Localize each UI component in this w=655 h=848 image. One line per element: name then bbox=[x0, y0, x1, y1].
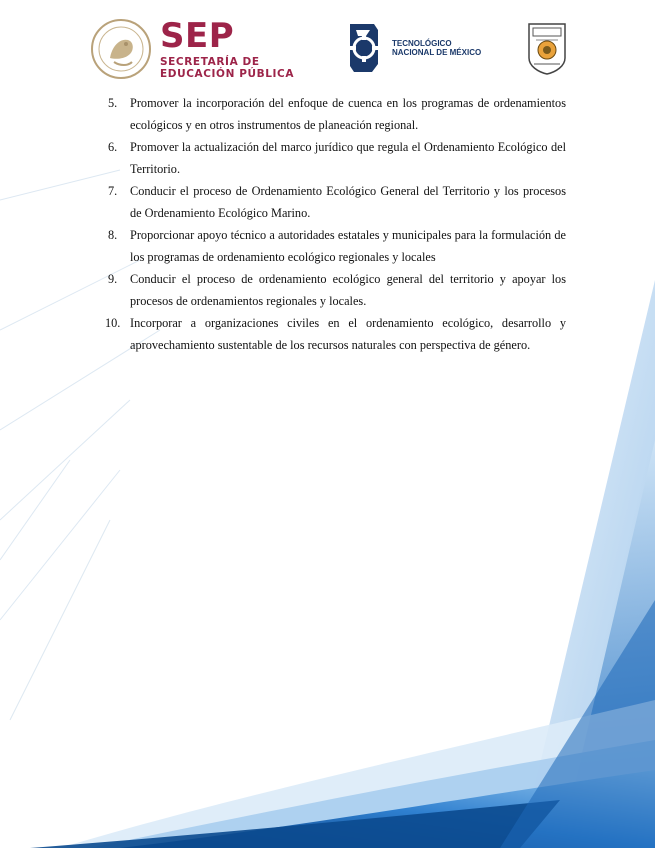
list-item bbox=[108, 92, 566, 136]
mexico-coat-of-arms-seal bbox=[90, 18, 152, 80]
list-item-text: Proporcionar apoyo técnico a autoridades estatales y municipales para la formulación de los programas de ordenamiento ecológico regionales y locales bbox=[130, 228, 566, 264]
tecnm-eagle-gear-icon bbox=[344, 20, 384, 74]
tecnm-name-line1: TECNOLÓGICO bbox=[392, 39, 452, 48]
list-item-text: Promover la actualización del marco jurídico que regula el Ordenamiento Ecológico del Territorio. bbox=[130, 140, 566, 176]
list-item bbox=[108, 268, 566, 312]
list-item bbox=[108, 224, 566, 268]
list-item-number: 10. bbox=[105, 316, 121, 330]
list-item-text: Incorporar a organizaciones civiles en el ordenamiento ecológico, desarrollo y aprovechamiento sustentable de los recursos naturales con perspectiva de género. bbox=[130, 316, 566, 352]
document-body bbox=[105, 92, 566, 356]
list-item-number: 6. bbox=[108, 140, 118, 154]
list-item bbox=[105, 312, 566, 356]
campus-shield-logo bbox=[526, 20, 568, 76]
list-item-number: 9. bbox=[108, 272, 118, 286]
list-item-text: Conducir el proceso de Ordenamiento Ecológico General del Territorio y los procesos de Ordenamiento Ecológico Marino. bbox=[130, 184, 566, 220]
list-item-number: 8. bbox=[108, 228, 118, 242]
numbered-list bbox=[105, 92, 566, 356]
list-item-number: 7. bbox=[108, 184, 118, 198]
page-header bbox=[0, 0, 655, 92]
tecnm-name-line2: NACIONAL DE MÉXICO bbox=[392, 48, 482, 57]
list-item bbox=[108, 136, 566, 180]
sep-title: SEP bbox=[160, 16, 235, 56]
sep-subtitle-line1: SECRETARÍA DE bbox=[160, 56, 260, 68]
list-item-number: 5. bbox=[108, 96, 118, 110]
sep-logo bbox=[90, 16, 295, 80]
list-item-text: Promover la incorporación del enfoque de cuenca en los programas de ordenamientos ecológicos y en otros instrumentos de planeación regional. bbox=[130, 96, 566, 132]
list-item-text: Conducir el proceso de ordenamiento ecológico general del territorio y apoyar los procesos de ordenamientos regionales y locales. bbox=[130, 272, 566, 308]
sep-subtitle-line2: EDUCACIÓN PÚBLICA bbox=[160, 68, 295, 80]
list-item bbox=[108, 180, 566, 224]
tecnm-logo bbox=[344, 20, 484, 76]
